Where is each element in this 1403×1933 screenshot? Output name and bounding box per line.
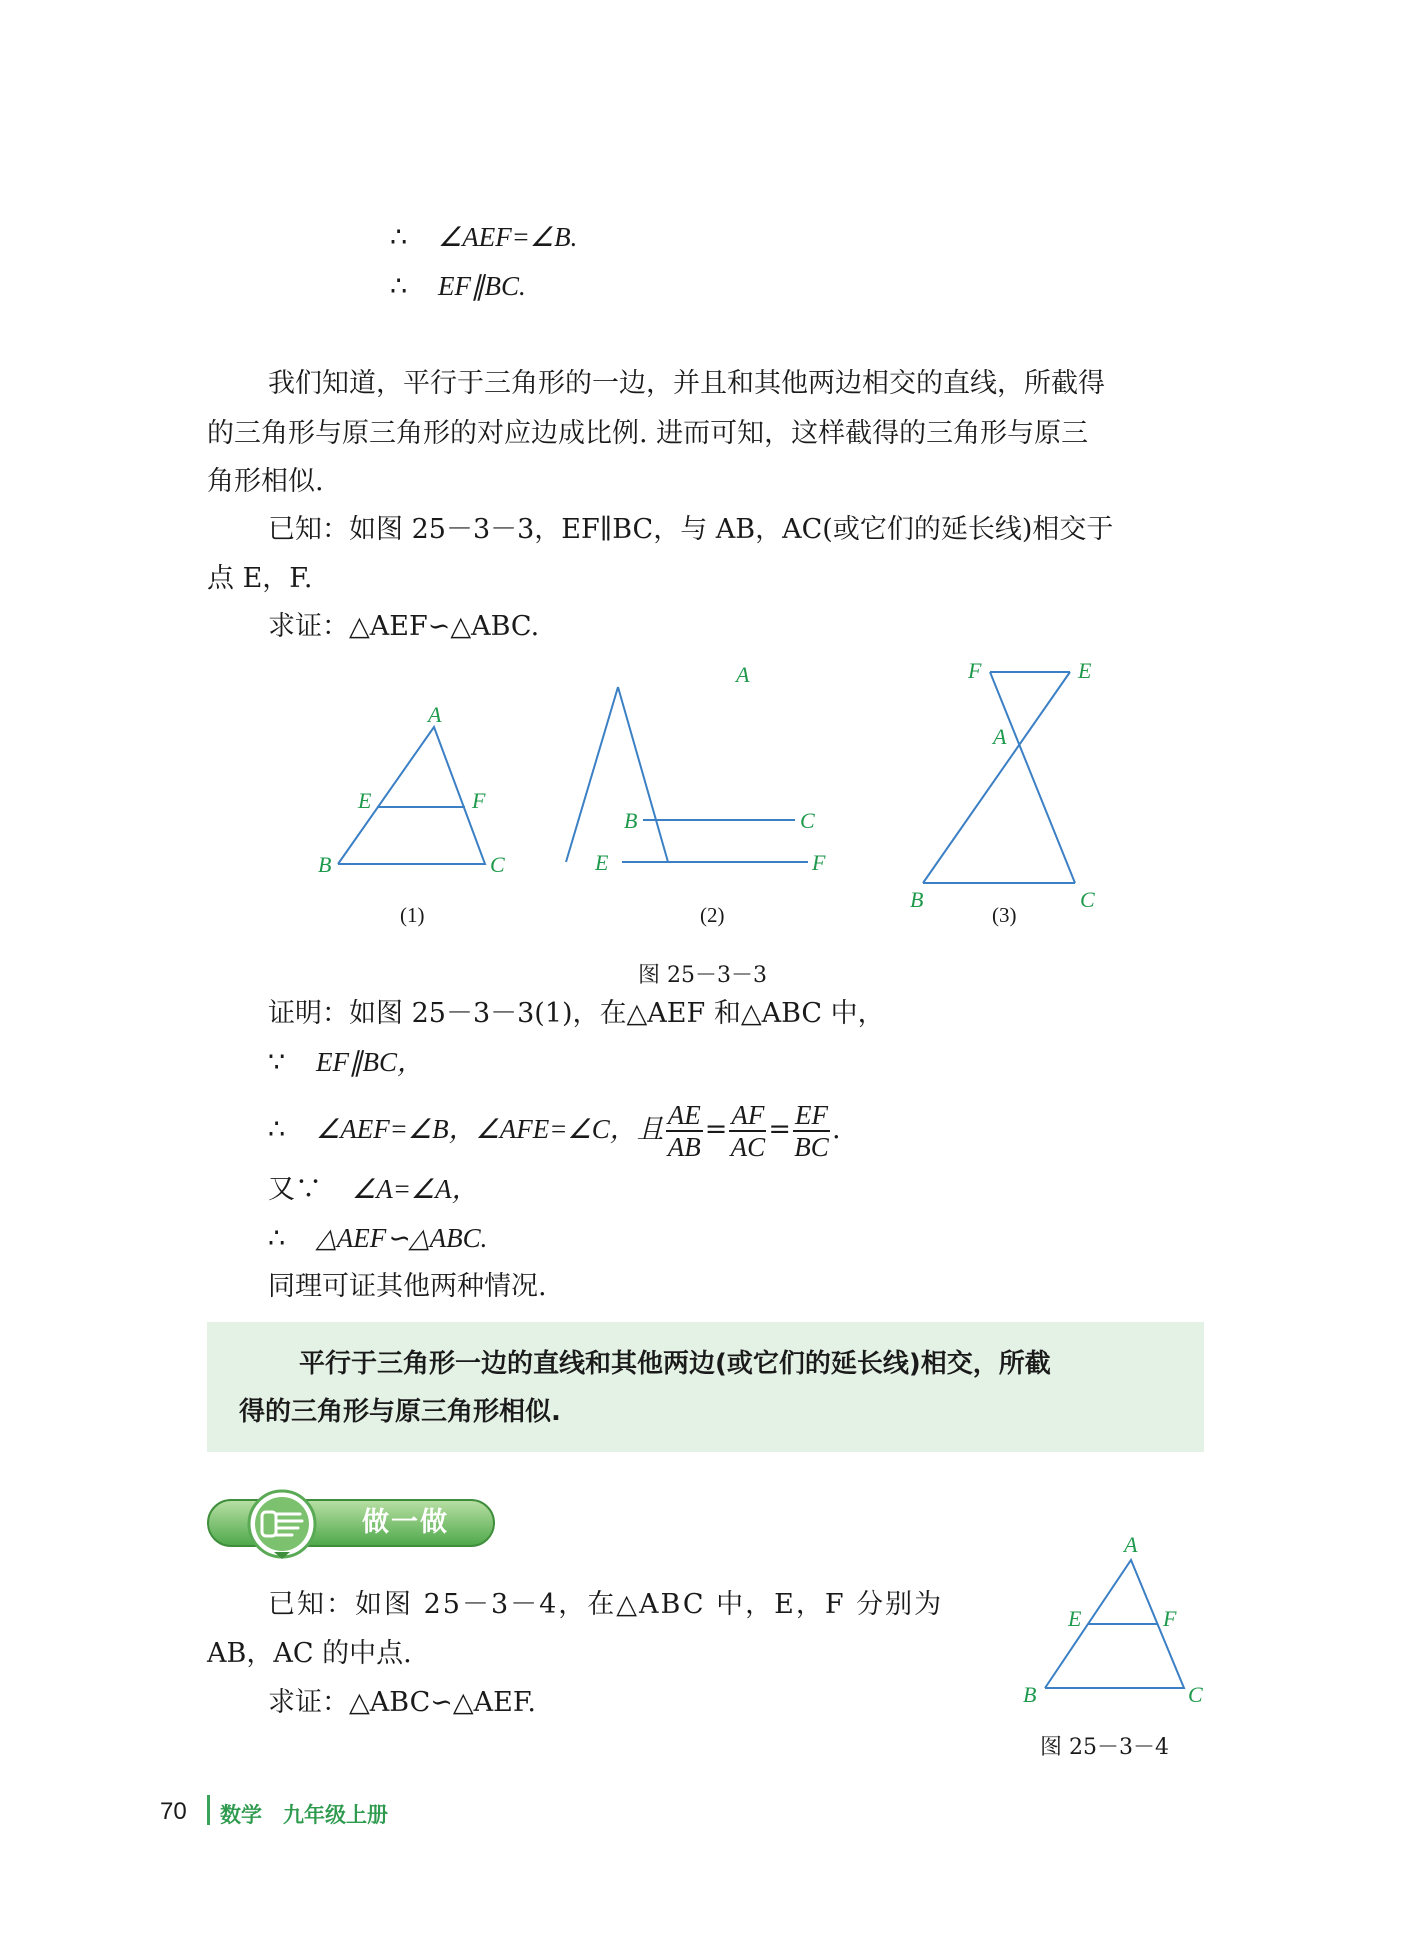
segment-fc [990,672,1075,883]
proof-line-3: ∴ ∠AEF=∠B，∠AFE=∠C，且 $\frac{AE}{AB}$ = $\frac{AF}{AC}$ = $\frac{EF}{BC}$ . [268,1099,841,1162]
proof-line-1: 证明：如图 25－3－3(1)，在△AEF 和△ABC 中， [268,998,885,1029]
proof-line-5 [268,1219,487,1258]
label-f: F [968,658,982,683]
label-f: F [812,850,826,875]
label-e: E [1078,658,1092,683]
theorem-box [207,1322,1204,1452]
side-af [618,687,668,862]
label-b: B [318,852,332,877]
proof-top-line-1 [390,218,577,257]
given-line-1: 已知：如图 25－3－3，EF∥BC，与 AB，AC(或它们的延长线)相交于 [268,514,1114,545]
side-ae [566,687,618,862]
proof-statement: EF∥BC， [316,1047,424,1077]
therefore-symbol: ∴ [268,1223,286,1254]
proof-line-4 [268,1170,479,1209]
proof-statement: ∠AEF=∠B，∠AFE=∠C，且 [316,1114,664,1144]
proof-line-6: 同理可证其他两种情况. [268,1271,547,1302]
proof-statement: ∠A=∠A， [352,1174,479,1204]
intro-line-3: 角形相似. [207,466,324,497]
segment-eb [923,672,1070,883]
label-a: A [736,662,750,687]
label-e: E [595,850,609,875]
figure-caption: 图 25－3－3 [638,963,767,988]
book-title: 数学 九年级上册 [220,1803,388,1827]
label-c: C [1080,887,1095,912]
subfigure-1-label: (1) [400,903,425,927]
figure-25-3-4 [1020,1530,1220,1720]
given-line-2: 点 E，F. [207,563,313,594]
label-e: E [358,788,372,813]
activity-prove: 求证：△ABC∽△AEF. [268,1687,536,1718]
subfigure-3 [923,672,1075,883]
therefore-symbol: ∴ [268,1114,286,1145]
proof-line-2 [268,1043,424,1082]
proof-top-line-2 [390,267,526,306]
activity-given-line-1: 已知：如图 25－3－4，在△ABC 中，E，F 分别为 [268,1589,944,1620]
figure-25-3-3 [300,650,1150,950]
prove-statement: 求证：△AEF∽△ABC. [268,611,540,642]
label-a: A [993,724,1007,749]
intro-line-2: 的三角形与原三角形的对应边成比例. 进而可知，这样截得的三角形与原三 [207,418,1089,449]
proof-statement: △AEF∽△ABC. [316,1223,488,1253]
subfigure-2 [566,687,808,862]
therefore-symbol: ∴ [390,222,408,253]
label-c: C [1188,1682,1203,1707]
subfigure-2-label: (2) [700,903,725,927]
label-a: A [1124,1532,1138,1557]
fraction-af-ac: $\frac{AF}{AC}$ [730,1099,766,1162]
subfigure-3-label: (3) [992,903,1017,927]
label-a: A [428,702,442,727]
label-e: E [1068,1606,1082,1631]
therefore-symbol: ∴ [390,271,408,302]
label-c: C [490,852,505,877]
page-number: 70 [160,1798,187,1825]
footer-divider [207,1795,210,1825]
theorem-line-2: 得的三角形与原三角形相似. [239,1397,561,1427]
fraction-ef-bc: $\frac{EF}{BC}$ [794,1099,829,1162]
proof-statement: EF∥BC. [438,271,526,301]
label-b: B [624,808,638,833]
label-c: C [800,808,815,833]
activity-badge [206,1488,496,1560]
also-because-symbol: 又∵ [268,1174,322,1205]
label-b: B [910,887,924,912]
activity-badge-label: 做一做 [362,1507,449,1538]
figure-caption: 图 25－3－4 [1040,1735,1169,1760]
fraction-ae-ab: $\frac{AE}{AB}$ [667,1099,701,1162]
because-symbol: ∵ [268,1047,286,1078]
theorem-line-1: 平行于三角形一边的直线和其他两边(或它们的延长线)相交，所截 [299,1349,1051,1379]
label-f: F [472,788,486,813]
label-f: F [1163,1606,1177,1631]
intro-line-1: 我们知道，平行于三角形的一边，并且和其他两边相交的直线，所截得 [268,368,1105,399]
label-b: B [1023,1682,1037,1707]
proof-statement: ∠AEF=∠B. [438,222,578,252]
activity-given-line-2: AB，AC 的中点. [207,1638,412,1669]
